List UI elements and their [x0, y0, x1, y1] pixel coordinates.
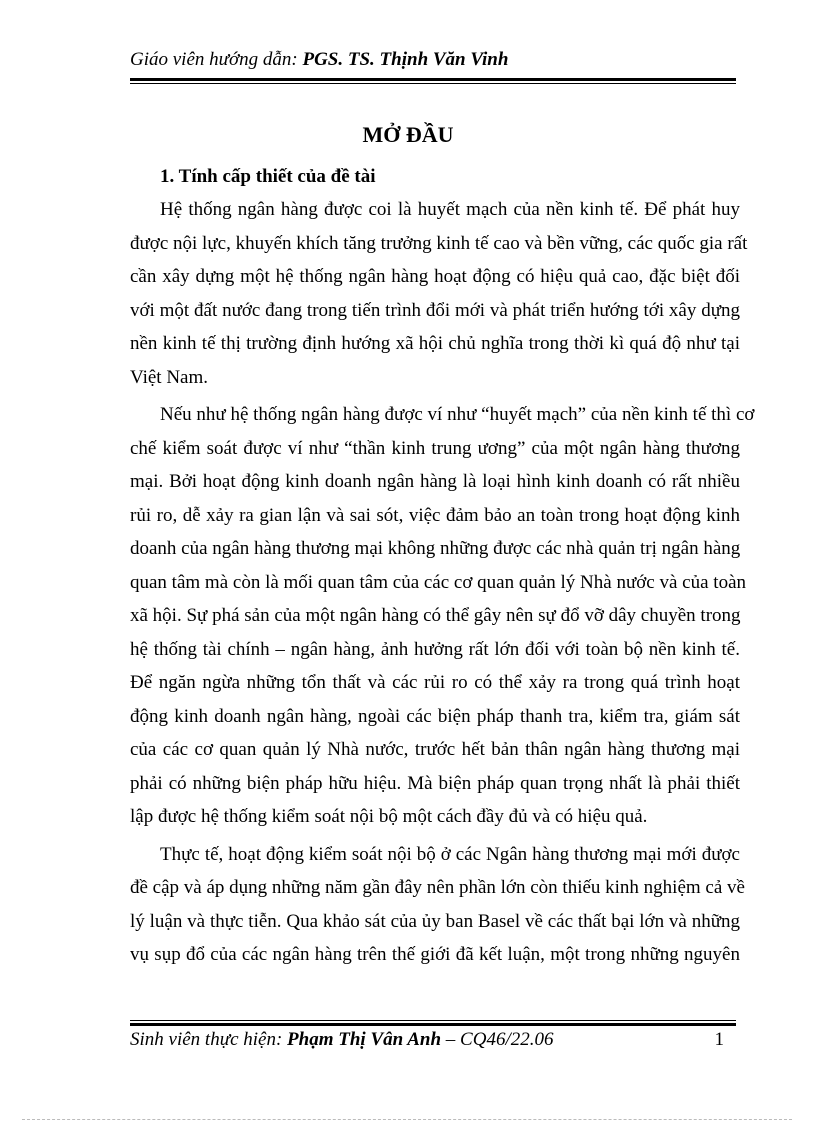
page-header	[130, 48, 736, 72]
paragraph-3	[130, 838, 745, 972]
paragraph-line: động kinh doanh ngân hàng, ngoài các biện pháp thanh tra, kiểm tra, giám sát	[130, 705, 740, 727]
paragraph-line: Hệ thống ngân hàng được coi là huyết mạch của nền kinh tế. Để phát huy	[160, 199, 740, 220]
paragraph-line: doanh của ngân hàng thương mại không những được các nhà quản trị ngân hàng	[130, 538, 741, 559]
paragraph-line: lý luận và thực tiễn. Qua khảo sát của ủy ban Basel về các thất bại lớn và những	[130, 910, 740, 932]
paragraph-line: Để ngăn ngừa những tổn thất và các rủi ro có thể xảy ra trong quá trình hoạt	[130, 672, 740, 693]
paragraph-1	[130, 193, 748, 394]
paragraph-line: chế kiểm soát được ví như “thần kinh trung ương” của một ngân hàng thương	[130, 437, 740, 459]
paragraph-2	[130, 398, 755, 834]
paragraph-line: xã hội. Sự phá sản của một ngân hàng có thể gây nên sự đổ vỡ dây chuyền trong	[130, 605, 741, 626]
paragraph-line: vụ sụp đổ của các ngân hàng trên thế giới đã kết luận, một trong những nguyên	[130, 944, 740, 965]
footer-suffix: – CQ46/22.06	[441, 1029, 554, 1050]
header-text	[130, 48, 736, 72]
footer-text	[130, 1028, 736, 1052]
paragraph-line: của các cơ quan quản lý Nhà nước, trước hết bản thân ngân hàng thương mại	[130, 739, 740, 760]
paragraph-line: nền kinh tế thị trường định hướng xã hội chủ nghĩa trong thời kì quá độ như tại	[130, 333, 740, 354]
page-edge-divider	[22, 1119, 792, 1121]
paragraph-line: được nội lực, khuyến khích tăng trưởng kinh tế cao và bền vững, các quốc gia rất	[130, 232, 748, 254]
footer-name: Phạm Thị Vân Anh	[287, 1029, 442, 1050]
header-name: PGS. TS. Thịnh Văn Vinh	[302, 49, 509, 70]
paragraph-line: lập được hệ thống kiểm soát nội bộ một cách đầy đủ và có hiệu quả.	[130, 806, 648, 827]
page-title: MỞ ĐẦU	[362, 122, 454, 147]
paragraph-line: mại. Bởi hoạt động kinh doanh ngân hàng là loại hình kinh doanh có rất nhiều	[130, 471, 740, 492]
header-rule	[130, 78, 736, 84]
document-body	[130, 160, 755, 976]
section-heading: 1. Tính cấp thiết của đề tài	[160, 166, 376, 187]
paragraph-line: Thực tế, hoạt động kiểm soát nội bộ ở các Ngân hàng thương mại mới được	[160, 843, 740, 865]
paragraph-line: hệ thống tài chính – ngân hàng, ảnh hưởng rất lớn đối với toàn bộ nền kinh tế.	[130, 638, 740, 660]
page-footer	[130, 1028, 736, 1052]
page-number: 1	[714, 1029, 724, 1050]
paragraph-line: rủi ro, dễ xảy ra gian lận và sai sót, việc đảm bảo an toàn trong hoạt động kinh	[130, 504, 740, 526]
paragraph-line: đề cập và áp dụng những năm gần đây nên phần lớn còn thiếu kinh nghiệm cả về	[130, 877, 745, 898]
footer-rule	[130, 1020, 736, 1026]
paragraph-line: quan tâm mà còn là mối quan tâm của các cơ quan quản lý Nhà nước và của toàn	[130, 571, 746, 593]
header-label: Giáo viên hướng dẫn:	[130, 49, 303, 70]
paragraph-line: cần xây dựng một hệ thống ngân hàng hoạt động có hiệu quả cao, đặc biệt đối	[130, 266, 740, 287]
paragraph-line: Nếu như hệ thống ngân hàng được ví như “huyết mạch” của nền kinh tế thì cơ	[160, 404, 755, 425]
paragraph-line: phải có những biện pháp hữu hiệu. Mà biện pháp quan trọng nhất là phải thiết	[130, 772, 740, 794]
paragraph-line: Việt Nam.	[130, 366, 209, 388]
paragraph-line: với một đất nước đang trong tiến trình đổi mới và phát triển hướng tới xây dựng	[130, 299, 740, 321]
footer-label: Sinh viên thực hiện:	[130, 1029, 288, 1050]
